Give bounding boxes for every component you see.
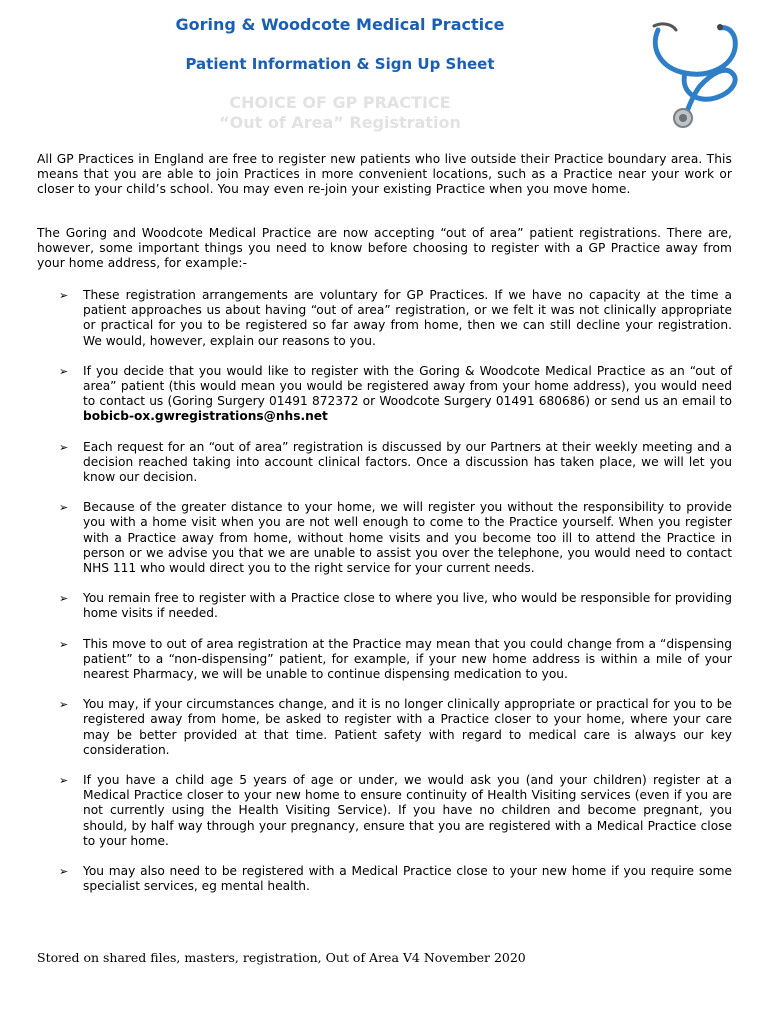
- arrow-bullet-icon: ➢: [59, 440, 69, 454]
- sheet-title-heading: Patient Information & Sign Up Sheet: [185, 55, 495, 73]
- arrow-bullet-icon: ➢: [59, 592, 69, 606]
- list-item: ➢ This move to out of area registration at the Practice may mean that you could change from a “dispensing patient” to a “non-dispensing” patient, for example, if your new home address is within a mile of your nearest Pharmacy, we will be unable to continue dispensing medication to you.: [59, 636, 732, 682]
- information-bullet-list: [37, 288, 732, 910]
- contact-text: If you decide that you would like to register with the Goring & Woodcote Medical Practice as an “out of area” patient (this would mean you would be registered away from your home address), you would need to contact us (Goring Surgery 01491 872372 or Woodcote Surgery 01491 680686) or send us an email to: [83, 363, 732, 409]
- arrow-bullet-icon: ➢: [59, 774, 69, 788]
- list-item: ➢ You may, if your circumstances change, and it is no longer clinically appropriate or practical for you to be registered away from home, be asked to register with a Practice closer to your home, where your care may be better provided at that time. Patient safety with regard to medical care is always our key consideration.: [59, 697, 732, 757]
- list-item: ➢ You remain free to register with a Practice close to where you live, who would be responsible for providing home visits if needed.: [59, 591, 732, 621]
- list-item: ➢ You may also need to be registered with a Medical Practice close to your new home if you require some specialist services, eg mental health.: [59, 864, 732, 894]
- list-item: ➢ These registration arrangements are voluntary for GP Practices. If we have no capacity at the time a patient approaches us about having “out of area” registration, or we felt it was not clinically appropriate or practical for you to be registered so far away from home, then we can still decline your registration. We would, however, explain our reasons to you.: [59, 288, 732, 348]
- arrow-bullet-icon: ➢: [59, 865, 69, 879]
- intro-paragraph-1: All GP Practices in England are free to register new patients who live outside their Practice boundary area. This means that you are able to join Practices in more convenient locations, such as a Practice near your work or closer to your child’s school. You may even re-join your existing Practice when you move home.: [37, 152, 732, 197]
- document-footer: Stored on shared files, masters, registration, Out of Area V4 November 2020: [37, 950, 526, 965]
- list-item: ➢ Each request for an “out of area” registration is discussed by our Partners at their weekly meeting and a decision reached taking into account clinical factors. Once a discussion has taken place, we will let you know our decision.: [59, 439, 732, 485]
- intro-paragraph-2: The Goring and Woodcote Medical Practice are now accepting “out of area” patient registrations. There are, however, some important things you need to know before choosing to register with a GP Practice away from your home address, for example:-: [37, 226, 732, 271]
- arrow-bullet-icon: ➢: [59, 289, 69, 302]
- practice-name-heading: Goring & Woodcote Medical Practice: [175, 15, 505, 34]
- email-address: bobicb-ox.gwregistrations@nhs.net: [83, 409, 328, 424]
- list-item-contact: [37, 364, 732, 425]
- arrow-bullet-icon: ➢: [59, 501, 69, 515]
- stethoscope-icon: [640, 18, 750, 133]
- arrow-bullet-icon: ➢: [59, 637, 69, 651]
- arrow-bullet-icon: ➢: [59, 364, 69, 378]
- list-item: ➢ Because of the greater distance to your home, we will register you without the responsibility to provide you with a home visit when you are not well enough to come to the Practice yourself. When you register with a Practice away from home, without home visits and you become too ill to attend the Practice in person or we advise you that we are unable to assist you over the telephone, you would need to contact NHS 111 who would direct you to the right service for your current needs.: [59, 500, 732, 576]
- arrow-bullet-icon: ➢: [59, 698, 69, 712]
- list-item: ➢ If you have a child age 5 years of age or under, we would ask you (and your children) register at a Medical Practice closer to your new home to ensure continuity of Health Visiting services (even if you are not currently using the Health Visiting Service). If you have no children and become pregnant, you should, by half way through your pregnancy, ensure that you are registered with a Medical Practice close to your home.: [59, 773, 732, 848]
- faded-heading-line1: CHOICE OF GP PRACTICE: [229, 93, 451, 112]
- faded-heading-line2: “Out of Area” Registration: [219, 113, 461, 132]
